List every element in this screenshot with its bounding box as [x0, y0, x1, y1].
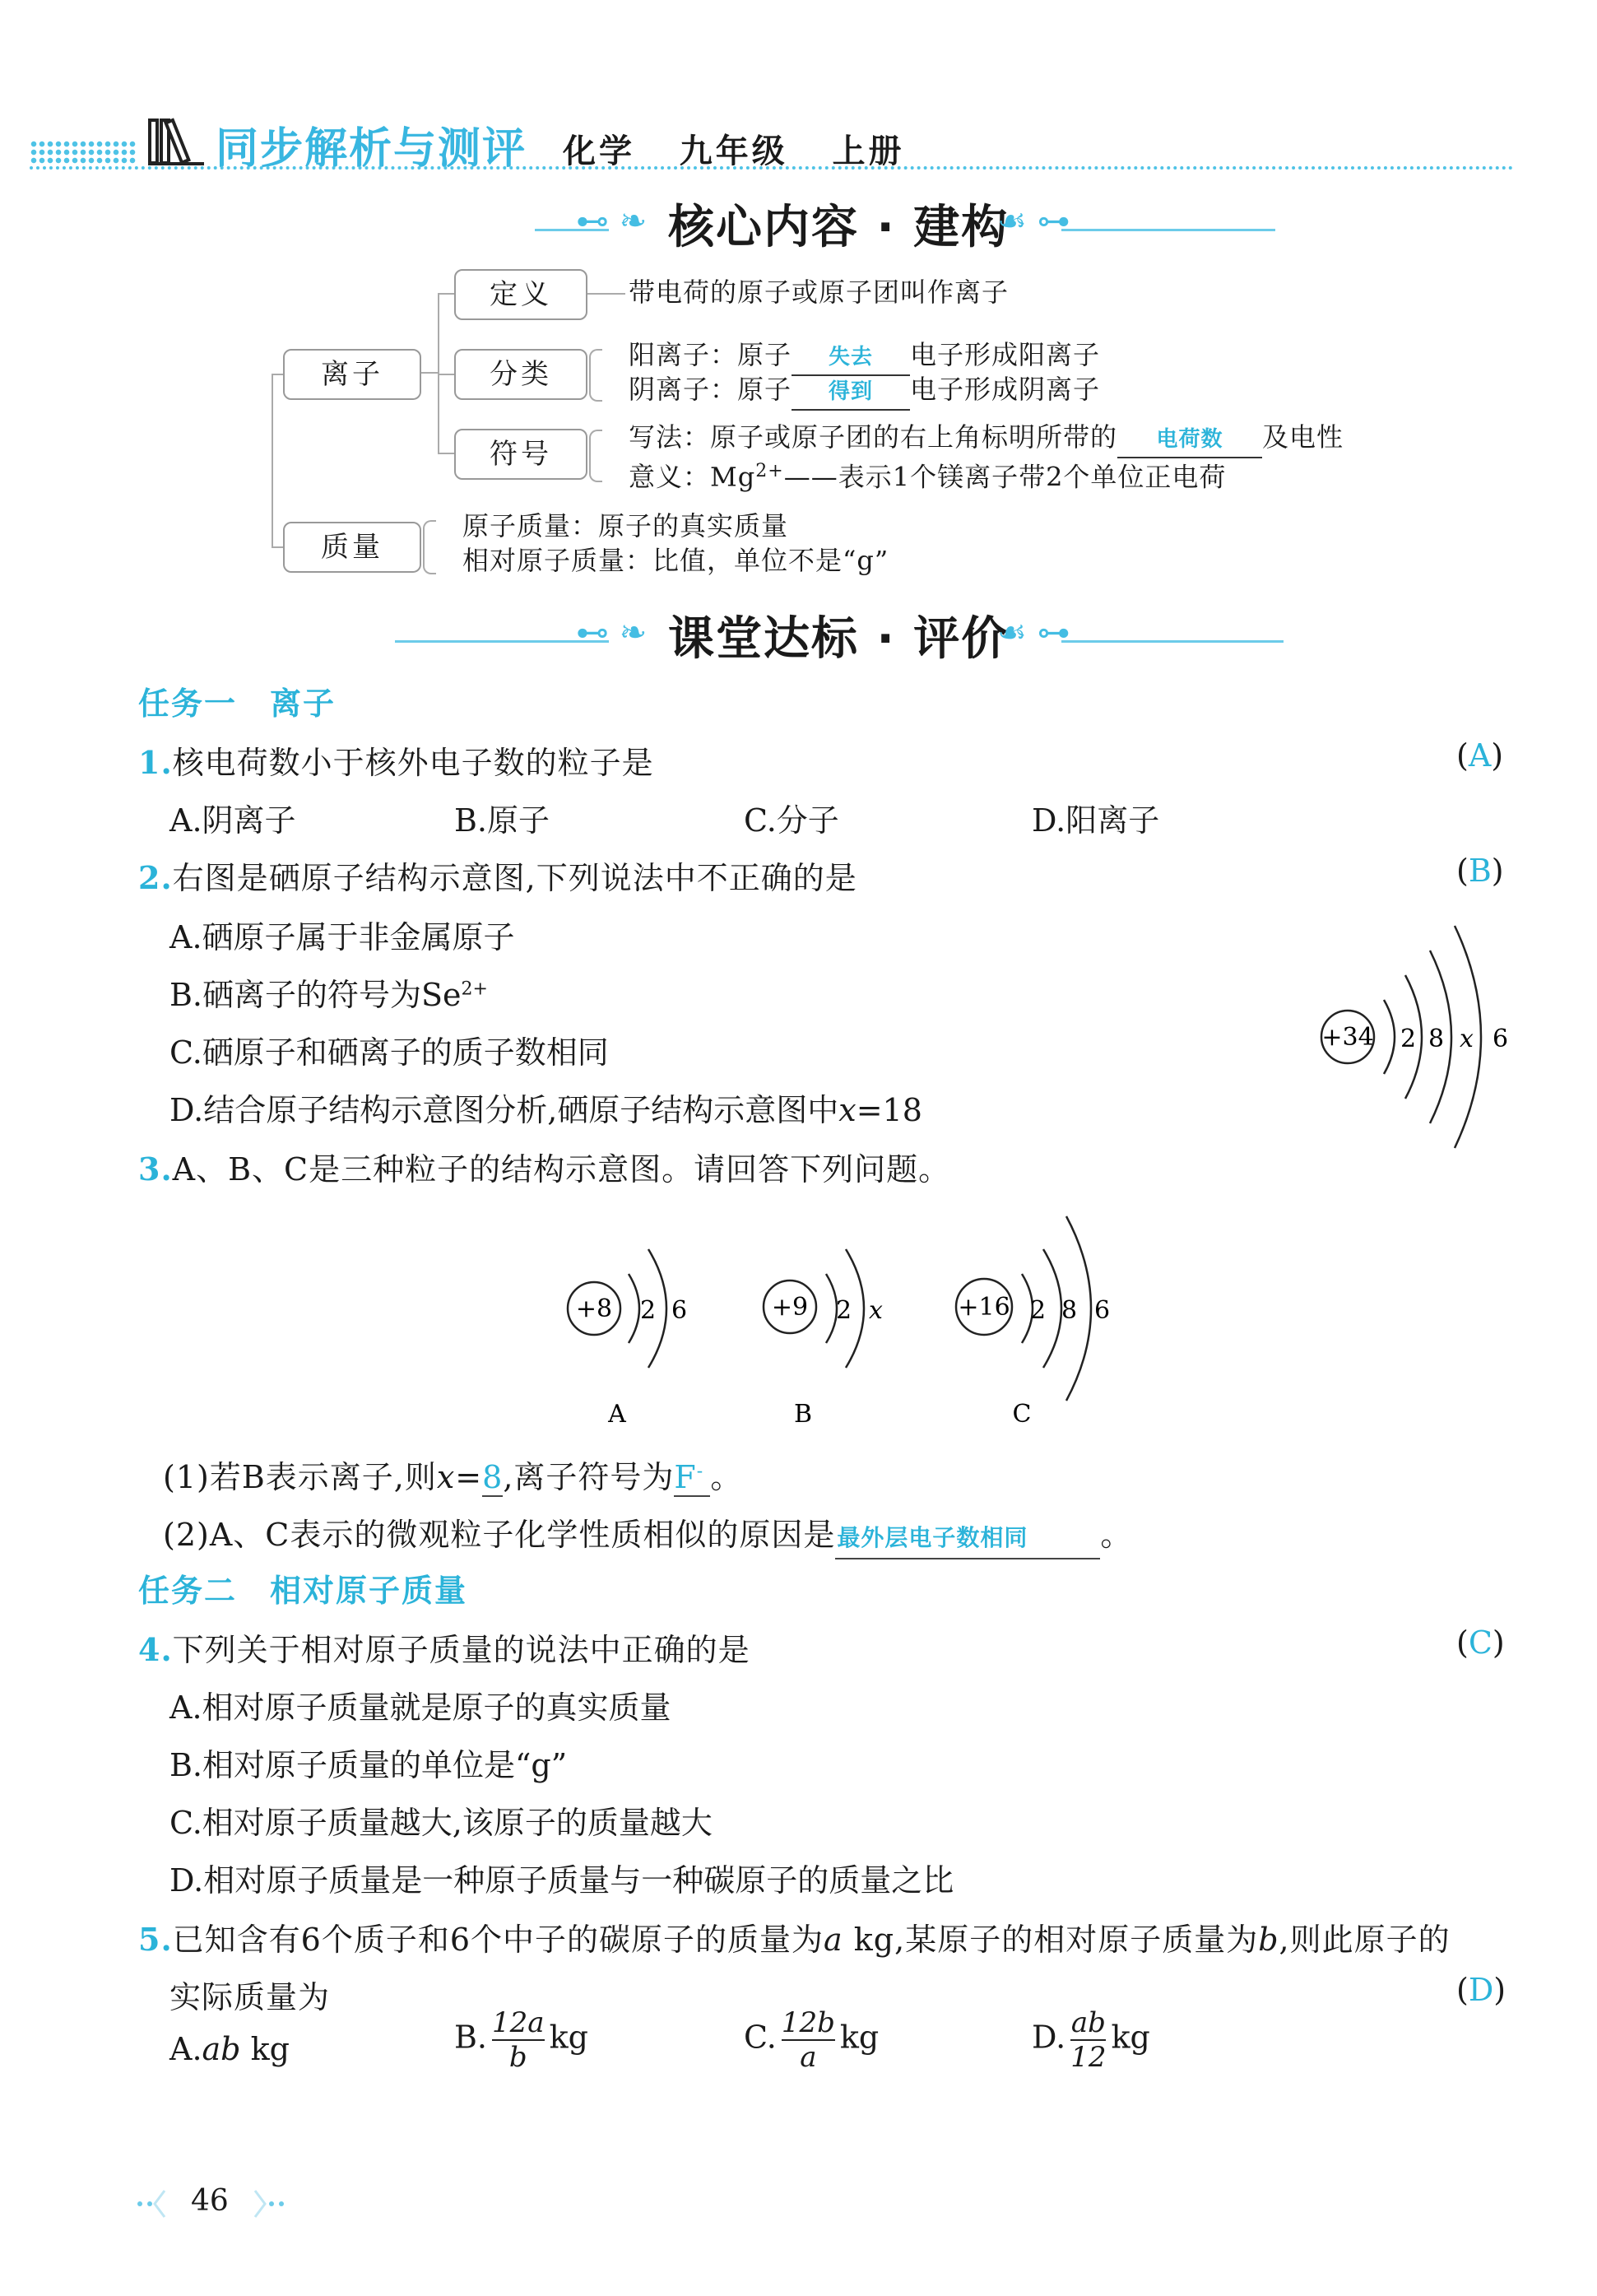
- anion-line: 阴离子：原子 得到 电子形成阴离子: [629, 372, 1100, 411]
- section-title-assessment: 课堂达标 · 评价: [668, 612, 1010, 666]
- q3-part-1: (1)若B表示离子,则x=8,离子符号为F- 。: [163, 1459, 743, 1495]
- brace: [589, 430, 602, 482]
- mindmap-mass: 质量: [283, 522, 421, 573]
- ornament-left-icon: ⊷ ❧: [576, 202, 648, 240]
- mindmap-classification: 分类: [454, 349, 587, 400]
- question-5-line-2: 实际质量为: [169, 1979, 331, 2015]
- q5-option-c: C. $\frac{12b}{a}$ kg: [744, 2006, 880, 2074]
- svg-text:+8: +8: [575, 1294, 613, 1323]
- mindmap-root-ion: 离子: [283, 349, 421, 400]
- task-2-heading: 任务二 相对原子质量: [138, 1573, 468, 1609]
- brace: [589, 349, 602, 402]
- brace: [423, 520, 436, 574]
- shell-3: x: [1460, 1025, 1474, 1053]
- answer-5: (D): [1456, 1972, 1506, 2008]
- connector: [420, 372, 438, 374]
- connector: [586, 293, 625, 295]
- q3-blank-x: 8: [482, 1459, 504, 1495]
- answer-2: (B): [1456, 853, 1504, 889]
- ornament-right-icon: ☙ ⊶: [997, 614, 1070, 652]
- cation-blank: 失去: [792, 340, 910, 376]
- svg-text:2: 2: [836, 1296, 852, 1325]
- q3-blank-symbol: F-: [674, 1459, 710, 1497]
- volume: 上册: [832, 132, 905, 170]
- shell-2: 8: [1428, 1025, 1445, 1053]
- header-rule: [30, 166, 1514, 170]
- svg-text:6: 6: [671, 1296, 688, 1325]
- cation-line: 阳离子：原子 失去 电子形成阳离子: [629, 337, 1100, 376]
- ornament-left-icon: ⊷ ❧: [576, 614, 648, 652]
- nucleus-charge: +34: [1321, 1023, 1374, 1052]
- book-title: 同步解析与测评: [216, 124, 527, 174]
- question-2: 2.右图是硒原子结构示意图,下列说法中不正确的是: [138, 859, 857, 896]
- mindmap-symbol: 符号: [454, 429, 587, 480]
- answer-4: (C): [1456, 1624, 1505, 1661]
- connector: [272, 374, 273, 546]
- q5-option-d: D. $\frac{ab}{12}$ kg: [1032, 2006, 1150, 2074]
- q4-option-d: D.相对原子质量是一种原子质量与一种碳原子的质量之比: [169, 1862, 954, 1899]
- q2-option-a: A.硒原子属于非金属原子: [169, 919, 515, 955]
- grade: 九年级: [679, 132, 788, 170]
- symbol-meaning-line: 意义：$Mg^{2+}——$表示1个镁离子带2个单位正电荷: [629, 461, 1227, 493]
- mindmap-definition: 定义: [454, 269, 587, 320]
- q5-option-b: B. $\frac{12a}{b}$ kg: [454, 2006, 588, 2074]
- book-stack-icon: [146, 115, 206, 166]
- svg-text:B: B: [793, 1400, 813, 1429]
- mass-line-1: 原子质量：原子的真实质量: [462, 510, 789, 541]
- atom-c-diagram: [956, 1216, 1110, 1429]
- q1-option-a: A.阴离子: [169, 802, 296, 839]
- selenium-atom-diagram: [1308, 913, 1522, 1160]
- mass-line-2: 相对原子质量：比值，单位不是“g”: [462, 545, 889, 576]
- question-5: 5.已知含有6个质子和6个中子的碳原子的质量为a kg,某原子的相对原子质量为b,则此原子的: [138, 1921, 1451, 1958]
- ornament-right-icon: ☙ ⊶: [997, 202, 1070, 240]
- charge-blank: 电荷数: [1117, 422, 1262, 458]
- q4-option-c: C.相对原子质量越大,该原子的质量越大: [169, 1805, 713, 1841]
- header-dots: [30, 140, 137, 165]
- question-4: 4.下列关于相对原子质量的说法中正确的是: [138, 1631, 750, 1668]
- symbol-writing-line: 写法：原子或原子团的右上角标明所带的 电荷数 及电性: [629, 420, 1344, 458]
- svg-text:C: C: [1012, 1400, 1032, 1429]
- atom-a-diagram: [568, 1249, 687, 1429]
- q5-option-a: A.ab kg: [169, 2031, 290, 2067]
- connector: [438, 374, 454, 375]
- q2-option-d: D.结合原子结构示意图分析,硒原子结构示意图中x=18: [169, 1092, 922, 1128]
- q4-option-a: A.相对原子质量就是原子的真实质量: [169, 1689, 671, 1726]
- question-1: 1.核电荷数小于核外电子数的粒子是: [138, 744, 654, 781]
- q2-option-b: B.硒离子的符号为$Se^{2+}$: [169, 977, 488, 1013]
- q2-option-c: C.硒原子和硒离子的质子数相同: [169, 1034, 609, 1071]
- svg-text:2: 2: [640, 1296, 657, 1325]
- svg-text:x: x: [869, 1296, 883, 1325]
- book-subtitle: [563, 125, 905, 172]
- subject: 化学: [563, 132, 635, 170]
- task-1-heading: 任务一 离子: [138, 686, 337, 722]
- svg-text:8: 8: [1061, 1296, 1078, 1325]
- connector: [438, 293, 439, 453]
- connector: [438, 293, 454, 295]
- q4-option-b: B.相对原子质量的单位是“g”: [169, 1747, 568, 1783]
- connector: [272, 546, 283, 548]
- q3-blank-reason: 最外层电子数相同: [835, 1520, 1100, 1559]
- svg-text:+16: +16: [958, 1293, 1010, 1322]
- page-number: 46: [191, 2184, 229, 2218]
- anion-blank: 得到: [792, 374, 910, 411]
- connector: [272, 374, 283, 375]
- answer-1: (A): [1456, 737, 1504, 774]
- question-3: 3.A、B、C是三种粒子的结构示意图。请回答下列问题。: [138, 1150, 951, 1188]
- svg-text:6: 6: [1094, 1296, 1111, 1325]
- banner-line-right: [1061, 229, 1275, 231]
- connector: [438, 453, 454, 454]
- svg-text:+9: +9: [771, 1293, 809, 1322]
- banner-line-right: [1061, 640, 1284, 643]
- three-particle-diagrams: [551, 1201, 1127, 1448]
- shell-4: 6: [1493, 1025, 1509, 1053]
- svg-text:A: A: [608, 1400, 626, 1429]
- q3-part-2: (2)A、C表示的微观粒子化学性质相似的原因是最外层电子数相同 。: [163, 1509, 1132, 1559]
- svg-text:2: 2: [1030, 1296, 1047, 1325]
- atom-b-diagram: [764, 1249, 883, 1429]
- q1-option-c: C.分子: [744, 802, 839, 839]
- shell-1: 2: [1400, 1025, 1417, 1053]
- definition-text: 带电荷的原子或原子团叫作离子: [629, 277, 1010, 308]
- q1-option-b: B.原子: [454, 802, 550, 839]
- q1-option-d: D.阳离子: [1032, 802, 1160, 839]
- section-title-core: 核心内容 · 建构: [668, 201, 1010, 254]
